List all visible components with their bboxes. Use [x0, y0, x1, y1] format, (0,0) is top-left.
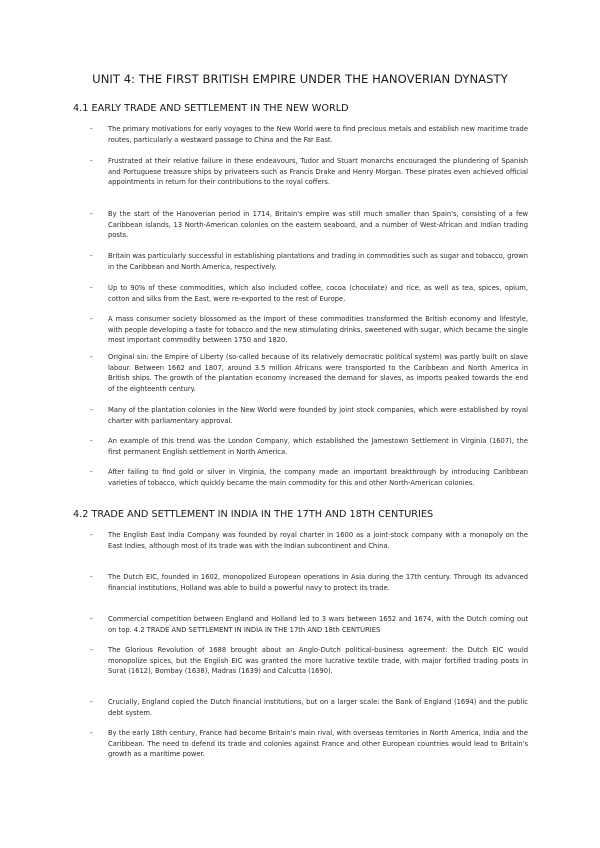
- bullet-text: By the early 18th century, France had become Britain's main rival, with overseas territories in North America, India and the Caribbean. The need to defend its trade and colonies against France and other European countries would lead to Britain's growth as a maritime power.: [108, 729, 528, 758]
- bullet-dash: -: [90, 467, 93, 476]
- list-item: [90, 436, 528, 457]
- bullet-text: The Dutch EIC, founded in 1602, monopolized European operations in Asia during the 17th century. Through its advanced financial institutions, Holland was able to build a powerful navy to protect its trade.: [108, 573, 528, 592]
- bullet-dash: -: [90, 314, 93, 323]
- bullet-dash: -: [90, 614, 93, 623]
- bullet-dash: -: [90, 352, 93, 361]
- bullet-text: The English East India Company was founded by royal charter in 1600 as a joint-stock company with a monopoly on the East Indies, although most of its trade was with the Indian subcontinent and China.: [108, 531, 528, 550]
- list-item: [90, 572, 528, 593]
- bullet-dash: -: [90, 572, 93, 581]
- list-item: [90, 467, 528, 488]
- bullet-text: The Glorious Revolution of 1688 brought about an Anglo-Dutch political-business agreement: the Dutch EIC would monopolize spices, but the English EIC was granted the more lucrative textile trade, with major fortified trading posts in Surat (1612), Bombay (1638), Madras (1639) and Calcutta (1690).: [108, 646, 528, 675]
- bullet-text: Britain was particularly successful in establishing plantations and trading in commodities such as sugar and tobacco, grown in the Caribbean and North America, respectively.: [108, 252, 528, 271]
- bullet-text: Commercial competition between England and Holland led to 3 wars between 1652 and 1674, with the Dutch coming out on top. 4.2 TRADE AND SETTLEMENT IN INDIA IN THE 17th AND 18th CENTURIES: [108, 615, 528, 634]
- list-item: [90, 352, 528, 394]
- bullet-text: Original sin: the Empire of Liberty (so-called because of its relatively democratic political system) was partly built on slave labour. Between 1662 and 1807, around 3.5 million Africans were transported to the Caribbean and North America in British ships. The growth of the plantation economy increased the demand for slaves, as imports peaked towards the end of the eighteenth century.: [108, 353, 528, 393]
- section-heading-4-2: 4.2 TRADE AND SETTLEMENT IN INDIA IN THE 17TH AND 18TH CENTURIES: [73, 509, 434, 520]
- list-item: [90, 124, 528, 145]
- bullet-dash: -: [90, 436, 93, 445]
- bullet-text: An example of this trend was the London Company, which established the Jamestown Settlement in Virginia (1607), the first permanent English settlement in North America.: [108, 437, 528, 456]
- list-item: [90, 251, 528, 272]
- bullet-text: Crucially, England copied the Dutch financial institutions, but on a larger scale: the Bank of England (1694) and the public debt system.: [108, 698, 528, 717]
- bullet-dash: -: [90, 405, 93, 414]
- bullet-dash: -: [90, 156, 93, 165]
- bullet-text: Many of the plantation colonies in the New World were founded by joint stock companies, which were established by royal charter with parliamentary approval.: [108, 406, 528, 425]
- bullet-dash: -: [90, 530, 93, 539]
- list-item: [90, 697, 528, 718]
- list-item: [90, 156, 528, 188]
- bullet-text: Up to 90% of these commodities, which also included coffee, cocoa (chocolate) and rice, as well as tea, spices, opium, cotton and silks from the East, were re-exported to the rest of Europe.: [108, 284, 528, 303]
- bullet-dash: -: [90, 251, 93, 260]
- bullet-dash: -: [90, 728, 93, 737]
- bullet-text: The primary motivations for early voyages to the New World were to find precious metals and establish new maritime trade routes, particularly a westward passage to China and the Far East.: [108, 125, 528, 144]
- bullet-dash: -: [90, 697, 93, 706]
- bullet-text: By the start of the Hanoverian period in 1714, Britain's empire was still much smaller than Spain's, consisting of a few Caribbean islands, 13 North-American colonies on the eastern seaboard, and a number of West-African and Indian trading posts.: [108, 210, 528, 239]
- list-item: [90, 614, 528, 635]
- bullet-dash: -: [90, 124, 93, 133]
- section-heading-4-1: 4.1 EARLY TRADE AND SETTLEMENT IN THE NEW WORLD: [73, 103, 349, 114]
- bullet-text: Frustrated at their relative failure in these endeavours, Tudor and Stuart monarchs encouraged the plundering of Spanish and Portuguese treasure ships by privateers such as Francis Drake and Henry Morgan. These pirates even achieved official appointments in return for their contributions to the royal coffers.: [108, 157, 528, 186]
- bullet-text: After failing to find gold or silver in Virginia, the company made an important breakthrough by introducing Caribbean varieties of tobacco, which quickly became the main commodity for this and other North-American colonies.: [108, 468, 528, 487]
- bullet-dash: -: [90, 645, 93, 654]
- list-item: [90, 728, 528, 760]
- list-item: [90, 314, 528, 346]
- page-title: UNIT 4: THE FIRST BRITISH EMPIRE UNDER THE HANOVERIAN DYNASTY: [92, 72, 508, 86]
- list-item: [90, 530, 528, 551]
- list-item: [90, 209, 528, 241]
- list-item: [90, 405, 528, 426]
- list-item: [90, 283, 528, 304]
- bullet-text: A mass consumer society blossomed as the import of these commodities transformed the British economy and lifestyle, with people developing a taste for tobacco and the new stimulating drinks, sweetened with sugar, which became the single most important commodity between 1750 and 1820.: [108, 315, 528, 344]
- list-item: [90, 645, 528, 677]
- bullet-dash: -: [90, 209, 93, 218]
- bullet-dash: -: [90, 283, 93, 292]
